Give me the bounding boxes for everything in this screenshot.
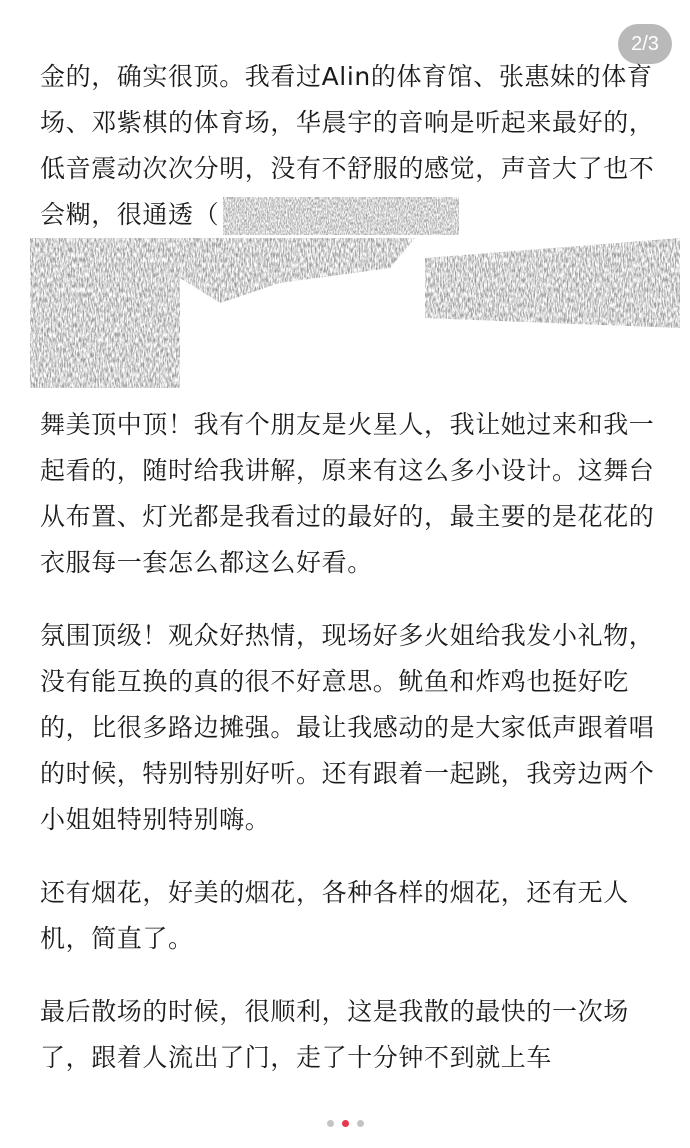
paragraph-exit: 最后散场的时候，很顺利，这是我散的最快的一次场了，跟着人流出了门，走了十分钟不到就上车: [40, 997, 629, 1072]
carousel-dot[interactable]: [357, 1120, 364, 1127]
paragraph-sound: [40, 54, 668, 238]
paragraph-fireworks: 还有烟花，好美的烟花，各种各样的烟花，还有无人机，简直了。: [40, 878, 629, 953]
carousel-dots: [0, 1120, 690, 1132]
paragraph-sound-text: 金的，确实很顶。我看过Alin的体育馆、张惠妹的体育场、邓紫棋的体育场，华晨宇的音响是听起来最好的，低音震动次次分明，没有不舒服的感觉，声音大了也不会糊，很通透（: [40, 62, 655, 229]
redaction-scribble-inline: [223, 197, 459, 235]
redaction-scribble-block: [30, 238, 680, 388]
post-body: [40, 54, 668, 1108]
paragraph-stage: 舞美顶中顶！我有个朋友是火星人，我让她过来和我一起看的，随时给我讲解，原来有这么多小设计。这舞台从布置、灯光都是我看过的最好的，最主要的是花花的衣服每一套怎么都这么好看。: [40, 410, 655, 577]
carousel-dot[interactable]: [327, 1120, 334, 1127]
page-indicator: 2/3: [618, 24, 672, 64]
carousel-dot-active[interactable]: [342, 1120, 349, 1127]
paragraph-atmosphere: 氛围顶级！观众好热情，现场好多火姐给我发小礼物，没有能互换的真的很不好意思。鱿鱼和炸鸡也挺好吃的，比很多路边摊强。最让我感动的是大家低声跟着唱的时候，特别特别好听。还有跟着一起跳，我旁边两个小姐姐特别特别嗨。: [40, 621, 655, 834]
